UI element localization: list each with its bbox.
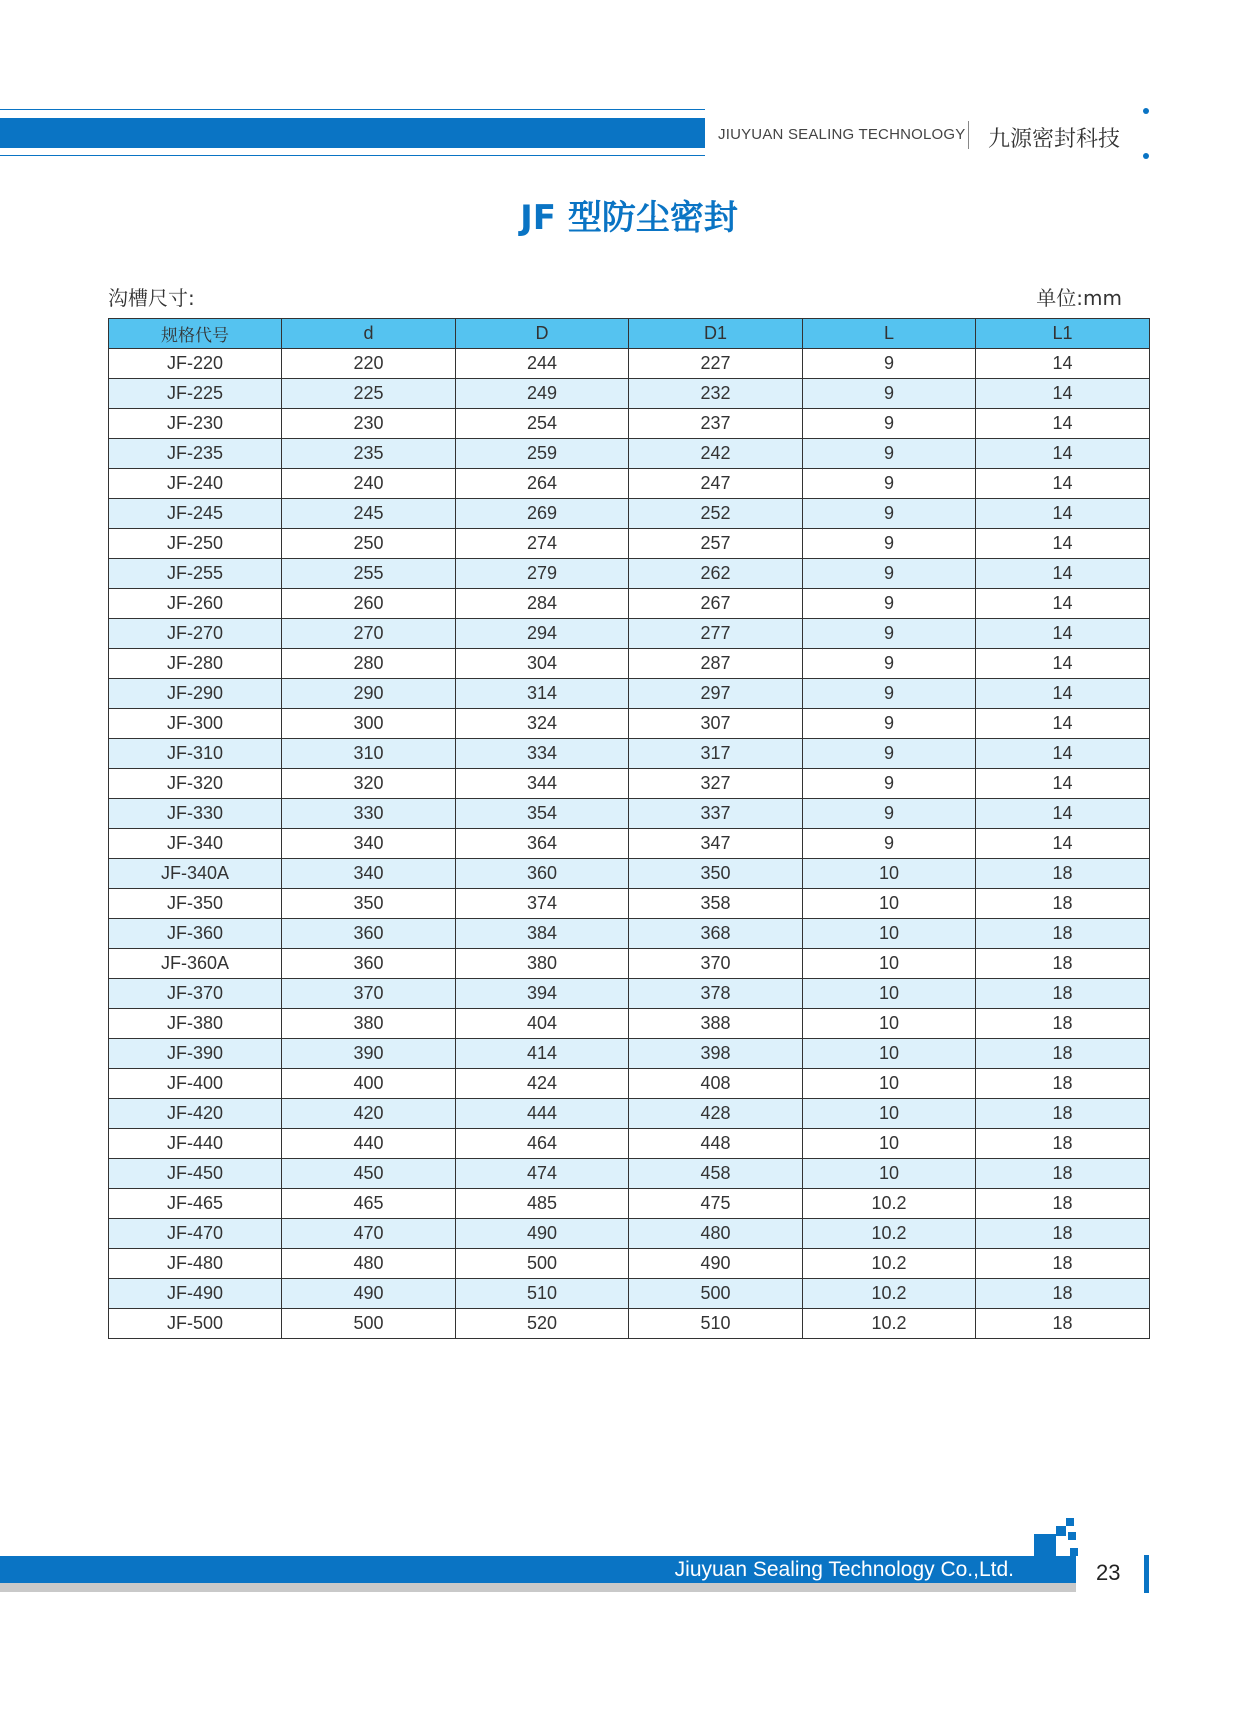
table-cell: JF-260 [109,589,282,619]
table-cell: 10.2 [803,1219,976,1249]
table-cell: 490 [282,1279,456,1309]
table-cell: JF-450 [109,1159,282,1189]
table-cell: 400 [282,1069,456,1099]
table-cell: 360 [282,919,456,949]
page-title: JF 型防尘密封 [520,198,738,238]
table-cell: JF-370 [109,979,282,1009]
table-cell: 244 [456,349,629,379]
table-cell: 10 [803,889,976,919]
table-row [109,1009,1150,1039]
table-cell: 10 [803,1039,976,1069]
unit-label: 单位:mm [1036,286,1122,310]
table-cell: 490 [456,1219,629,1249]
table-cell: 347 [629,829,803,859]
table-cell: 14 [976,349,1150,379]
table-cell: 404 [456,1009,629,1039]
table-cell: 317 [629,739,803,769]
table-header-row [109,319,1150,349]
table-cell: JF-490 [109,1279,282,1309]
table-cell: JF-380 [109,1009,282,1039]
table-cell: 287 [629,649,803,679]
table-cell: 14 [976,589,1150,619]
table-cell: 510 [456,1279,629,1309]
header-separator [968,121,969,149]
table-cell: 370 [282,979,456,1009]
table-cell: 358 [629,889,803,919]
footer-company: Jiuyuan Sealing Technology Co.,Ltd. [674,1558,1014,1581]
table-cell: 475 [629,1189,803,1219]
table-cell: 368 [629,919,803,949]
table-cell: JF-350 [109,889,282,919]
table-cell: 225 [282,379,456,409]
table-cell: 10 [803,979,976,1009]
table-cell: 9 [803,739,976,769]
table-cell: 364 [456,829,629,859]
table-row [109,949,1150,979]
table-row [109,889,1150,919]
table-cell: 9 [803,619,976,649]
column-header: D [456,319,629,349]
table-cell: 370 [629,949,803,979]
table-row [109,1039,1150,1069]
table-cell: 9 [803,799,976,829]
table-cell: JF-320 [109,769,282,799]
table-cell: JF-500 [109,1309,282,1339]
table-cell: 327 [629,769,803,799]
table-row [109,919,1150,949]
table-cell: 18 [976,1279,1150,1309]
table-cell: 314 [456,679,629,709]
header-rule-top [0,109,705,110]
table-cell: 14 [976,709,1150,739]
table-cell: 290 [282,679,456,709]
table-cell: 340 [282,829,456,859]
table-cell: 18 [976,1309,1150,1339]
table-cell: JF-230 [109,409,282,439]
table-row [109,829,1150,859]
table-cell: 227 [629,349,803,379]
table-cell: JF-340 [109,829,282,859]
table-cell: 235 [282,439,456,469]
table-row [109,709,1150,739]
table-cell: 428 [629,1099,803,1129]
table-cell: 14 [976,409,1150,439]
table-cell: 360 [282,949,456,979]
table-cell: 18 [976,1099,1150,1129]
table-cell: 245 [282,499,456,529]
table-row [109,1099,1150,1129]
table-row [109,379,1150,409]
table-cell: 14 [976,379,1150,409]
table-row [109,349,1150,379]
table-cell: 500 [282,1309,456,1339]
header-company-cn: 九源密封科技 [988,127,1121,152]
table-cell: 255 [282,559,456,589]
table-cell: 304 [456,649,629,679]
page-marker [1144,1555,1149,1593]
table-cell: 9 [803,529,976,559]
table-cell: 14 [976,829,1150,859]
table-cell: JF-465 [109,1189,282,1219]
column-header: d [282,319,456,349]
table-cell: 9 [803,499,976,529]
table-cell: 250 [282,529,456,559]
table-cell: 9 [803,379,976,409]
table-cell: 480 [629,1219,803,1249]
table-cell: 18 [976,1159,1150,1189]
table-cell: 420 [282,1099,456,1129]
table-cell: 354 [456,799,629,829]
table-cell: 440 [282,1129,456,1159]
table-cell: JF-235 [109,439,282,469]
page-number: 23 [1096,1560,1121,1585]
table-cell: JF-250 [109,529,282,559]
table-cell: JF-310 [109,739,282,769]
table-cell: 380 [456,949,629,979]
header-company-en: JIUYUAN SEALING TECHNOLOGY [718,126,966,143]
groove-dimension-table [108,318,1150,1339]
table-cell: 14 [976,529,1150,559]
table-cell: 14 [976,649,1150,679]
table-cell: 18 [976,1219,1150,1249]
table-cell: 458 [629,1159,803,1189]
table-cell: 464 [456,1129,629,1159]
table-cell: 320 [282,769,456,799]
table-cell: 398 [629,1039,803,1069]
table-cell: 480 [282,1249,456,1279]
table-cell: 300 [282,709,456,739]
table-cell: JF-360A [109,949,282,979]
table-cell: 240 [282,469,456,499]
table-cell: 450 [282,1159,456,1189]
table-cell: JF-220 [109,349,282,379]
table-cell: 14 [976,739,1150,769]
table-cell: 490 [629,1249,803,1279]
table-cell: JF-245 [109,499,282,529]
table-cell: 10 [803,859,976,889]
table-cell: 14 [976,769,1150,799]
table-cell: 378 [629,979,803,1009]
table-cell: JF-400 [109,1069,282,1099]
table-cell: 324 [456,709,629,739]
table-cell: 10 [803,949,976,979]
table-cell: 237 [629,409,803,439]
table-cell: 9 [803,649,976,679]
table-cell: 474 [456,1159,629,1189]
table-cell: 279 [456,559,629,589]
table-cell: 18 [976,1009,1150,1039]
table-cell: JF-360 [109,919,282,949]
table-row [109,469,1150,499]
company-logo-icon [1034,1518,1078,1556]
table-row [109,679,1150,709]
table-cell: 18 [976,1039,1150,1069]
table-row [109,1249,1150,1279]
table-cell: 14 [976,799,1150,829]
table-cell: 267 [629,589,803,619]
table-cell: 14 [976,679,1150,709]
table-cell: 9 [803,559,976,589]
table-cell: JF-390 [109,1039,282,1069]
table-row [109,1309,1150,1339]
table-cell: 18 [976,1069,1150,1099]
table-row [109,559,1150,589]
table-cell: 18 [976,949,1150,979]
table-cell: JF-270 [109,619,282,649]
table-cell: 230 [282,409,456,439]
table-row [109,799,1150,829]
table-cell: 10 [803,1099,976,1129]
table-cell: 360 [456,859,629,889]
header-rule-bottom [0,155,705,156]
table-cell: 307 [629,709,803,739]
column-header: D1 [629,319,803,349]
table-row [109,439,1150,469]
table-cell: 394 [456,979,629,1009]
table-cell: 10.2 [803,1249,976,1279]
table-cell: 470 [282,1219,456,1249]
table-cell: 10 [803,1129,976,1159]
table-cell: 10 [803,1009,976,1039]
table-cell: 9 [803,439,976,469]
table-cell: JF-420 [109,1099,282,1129]
table-cell: 260 [282,589,456,619]
table-row [109,1159,1150,1189]
table-cell: 18 [976,1189,1150,1219]
table-cell: JF-300 [109,709,282,739]
table-cell: 14 [976,439,1150,469]
table-cell: 9 [803,829,976,859]
table-cell: 9 [803,589,976,619]
header-bar [0,118,705,148]
table-cell: 10 [803,1159,976,1189]
table-cell: 350 [629,859,803,889]
table-cell: JF-480 [109,1249,282,1279]
table-cell: JF-440 [109,1129,282,1159]
table-cell: 350 [282,889,456,919]
table-cell: 520 [456,1309,629,1339]
table-cell: 10.2 [803,1189,976,1219]
table-cell: 232 [629,379,803,409]
table-cell: 9 [803,409,976,439]
table-cell: 10 [803,1069,976,1099]
table-cell: 14 [976,559,1150,589]
table-row [109,619,1150,649]
table-cell: 257 [629,529,803,559]
table-cell: 18 [976,889,1150,919]
table-cell: 330 [282,799,456,829]
table-cell: JF-225 [109,379,282,409]
column-header: 规格代号 [109,319,282,349]
table-cell: 510 [629,1309,803,1339]
table-cell: 9 [803,469,976,499]
header-dot-icon [1143,108,1149,114]
table-cell: 10.2 [803,1279,976,1309]
table-cell: 340 [282,859,456,889]
table-cell: 344 [456,769,629,799]
table-cell: JF-340A [109,859,282,889]
table-cell: 500 [456,1249,629,1279]
table-cell: 465 [282,1189,456,1219]
table-cell: 374 [456,889,629,919]
table-cell: 384 [456,919,629,949]
table-cell: 264 [456,469,629,499]
table-cell: 262 [629,559,803,589]
table-cell: 9 [803,709,976,739]
section-label: 沟槽尺寸: [108,286,195,310]
table-cell: 334 [456,739,629,769]
table-cell: 247 [629,469,803,499]
table-cell: 249 [456,379,629,409]
table-row [109,1069,1150,1099]
table-cell: 259 [456,439,629,469]
table-cell: 18 [976,859,1150,889]
table-cell: JF-290 [109,679,282,709]
table-row [109,409,1150,439]
table-cell: 297 [629,679,803,709]
column-header: L [803,319,976,349]
table-cell: 252 [629,499,803,529]
table-cell: 9 [803,769,976,799]
table-cell: 18 [976,979,1150,1009]
table-row [109,1129,1150,1159]
table-cell: 390 [282,1039,456,1069]
table-row [109,1219,1150,1249]
footer-grey-strip [0,1583,1076,1592]
table-cell: 388 [629,1009,803,1039]
table-cell: 242 [629,439,803,469]
table-cell: 500 [629,1279,803,1309]
table-cell: 10 [803,919,976,949]
table-cell: 294 [456,619,629,649]
table-cell: 18 [976,1249,1150,1279]
table-cell: 9 [803,679,976,709]
table-cell: 14 [976,499,1150,529]
table-row [109,529,1150,559]
table-cell: JF-255 [109,559,282,589]
table-cell: JF-330 [109,799,282,829]
table-row [109,859,1150,889]
table-cell: 408 [629,1069,803,1099]
table-cell: 310 [282,739,456,769]
table-row [109,589,1150,619]
table-body [109,349,1150,1339]
table-cell: 10.2 [803,1309,976,1339]
table-cell: 274 [456,529,629,559]
table-cell: 380 [282,1009,456,1039]
table-cell: 424 [456,1069,629,1099]
table-cell: 220 [282,349,456,379]
table-cell: 18 [976,919,1150,949]
table-cell: JF-240 [109,469,282,499]
table-cell: 254 [456,409,629,439]
table-cell: 18 [976,1129,1150,1159]
table-cell: 269 [456,499,629,529]
table-cell: 14 [976,619,1150,649]
table-row [109,649,1150,679]
table-row [109,739,1150,769]
table-cell: 485 [456,1189,629,1219]
table-cell: 9 [803,349,976,379]
table-cell: JF-470 [109,1219,282,1249]
table-cell: 280 [282,649,456,679]
table-row [109,769,1150,799]
table-row [109,1279,1150,1309]
header-dot-icon [1143,153,1149,159]
column-header: L1 [976,319,1150,349]
table-cell: 414 [456,1039,629,1069]
table-row [109,979,1150,1009]
table-cell: 284 [456,589,629,619]
table-cell: JF-280 [109,649,282,679]
table-cell: 444 [456,1099,629,1129]
table-cell: 14 [976,469,1150,499]
table-cell: 337 [629,799,803,829]
table-cell: 448 [629,1129,803,1159]
table-row [109,1189,1150,1219]
table-row [109,499,1150,529]
table-cell: 277 [629,619,803,649]
table-cell: 270 [282,619,456,649]
